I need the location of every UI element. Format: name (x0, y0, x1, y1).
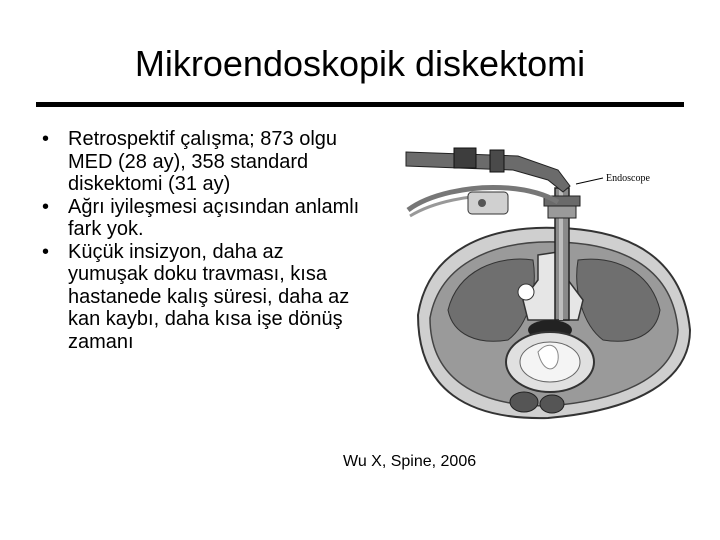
bullet-icon: • (42, 128, 50, 150)
bullet-text: Retrospektif çalışma; 873 olgu MED (28 ay), 358 standard diskektomi (31 ay) (68, 128, 338, 195)
bullet-text: Küçük insizyon, daha az yumuşak doku travması, kısa hastanede kalış süresi, daha az kan kaybı, daha kısa işe dönüş zamanı (68, 240, 350, 353)
bullet-text: Ağrı iyileşmesi açısından anlamlı fark yok. (68, 195, 360, 240)
title-divider (36, 102, 684, 107)
bullet-icon: • (42, 195, 50, 218)
endoscope-illustration (398, 140, 698, 425)
bullet-icon: • (42, 240, 50, 263)
slide-title: Mikroendoskopik diskektomi (134, 43, 586, 84)
bullet-item (40, 128, 360, 196)
bullet-item (40, 241, 360, 354)
bullet-list (40, 128, 360, 353)
figure-caption: Wu X, Spine, 2006 (343, 453, 477, 470)
endoscope-label: Endoscope (606, 173, 650, 184)
bullet-item (40, 196, 360, 241)
